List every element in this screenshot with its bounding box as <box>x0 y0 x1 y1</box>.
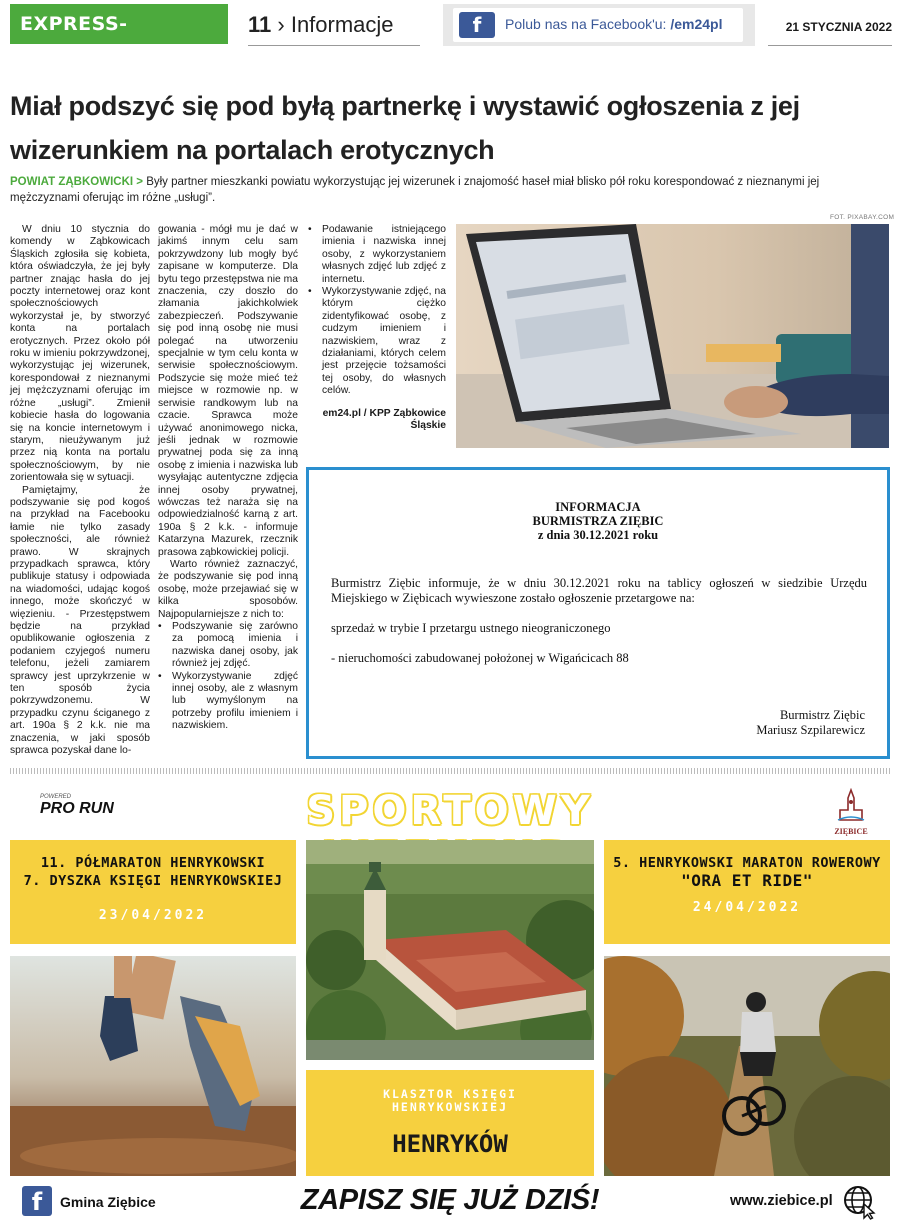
list-item: • Wykorzystywanie zdjęć innej osoby, ale z własnym lub wymyślonym na potrzeby profilu imieniem i nazwiskiem. <box>158 671 298 733</box>
laptop-photo <box>456 224 889 448</box>
article-column-2 <box>158 224 298 733</box>
venue-name-line: KLASZTOR KSIĘGI <box>383 1087 517 1101</box>
lead-text: Były partner mieszkanki powiatu wykorzystując jej wizerunek i znajomość haseł miał blisko pół roku korespondować z nieznanymi jej mężczyznami oferując im różne „usługi”. <box>10 176 820 204</box>
venue-name <box>306 1088 594 1114</box>
facebook-promo-text <box>505 16 722 32</box>
notice-paragraph: sprzedaż w trybie I przetargu ustnego nieograniczonego <box>331 621 611 635</box>
photo-credit: FOT. PIXABAY.COM <box>830 214 895 221</box>
town-crest-icon <box>836 788 866 822</box>
abbey-photo <box>306 840 594 1060</box>
event-title <box>604 854 890 890</box>
event-date: 23/04/2022 <box>98 908 208 923</box>
ad-footer <box>0 1180 900 1224</box>
section-divider <box>10 768 890 774</box>
notice-signature-title: Burmistrz Ziębic <box>779 708 865 722</box>
page-header <box>0 0 900 75</box>
notice-title-line: INFORMACJA <box>555 500 641 514</box>
facebook-promo[interactable] <box>443 4 755 46</box>
pro-run-text: PRO RUN <box>40 800 114 817</box>
article-column-1 <box>10 224 150 757</box>
lead-tag: POWIAT ZĄBKOWICKI > <box>10 176 143 188</box>
venue-name-line: HENRYKOWSKIEJ <box>391 1100 508 1114</box>
event-title-line: 5. HENRYKOWSKI MARATON ROWEROWY <box>613 855 881 871</box>
notice-title-line: BURMISTRZA ZIĘBIC <box>532 514 664 528</box>
facebook-icon: f <box>459 12 495 38</box>
event-bike-marathon <box>604 840 890 944</box>
facebook-icon[interactable]: f <box>22 1186 52 1216</box>
town-crest-logo <box>826 788 876 836</box>
bullet-list <box>158 621 298 733</box>
facebook-prefix: Polub nas na Facebook'u: <box>505 16 671 32</box>
section-label <box>248 8 420 46</box>
article-signature: em24.pl / KPP Ząbkowice Śląskie <box>322 407 446 432</box>
event-title <box>10 854 296 890</box>
facebook-handle[interactable]: /em24pl <box>670 16 723 32</box>
globe-cursor-icon <box>842 1184 878 1220</box>
brand-logo[interactable]: EXPRESS-MIEJSKI.PL <box>10 4 228 44</box>
event-date: 24/04/2022 <box>692 900 802 915</box>
page-number: 11 <box>248 12 272 37</box>
paragraph: Warto również zaznaczyć, że podszywanie się pod inną osobę, może przejawiać się w kilka sposobów. Najpopularniejsze z nich to: <box>158 558 298 620</box>
notice-title <box>309 500 887 542</box>
municipal-notice <box>306 467 890 759</box>
bullet-list <box>308 224 446 398</box>
list-item: • Podszywanie się zarówno za pomocą imienia i nazwiska danej osoby, jak również jej zdjęć. <box>158 621 298 671</box>
article-headline: Miał podszyć się pod byłą partnerkę i wystawić ogłoszenia z jej wizerunkiem na portalach erotycznych <box>10 91 800 165</box>
event-title-line: 11. PÓŁMARATON HENRYKOWSKI <box>40 855 266 871</box>
notice-body <box>331 576 867 681</box>
facebook-page-name[interactable]: Gmina Ziębice <box>60 1194 156 1210</box>
event-title-line: 7. DYSZKA KSIĘGI HENRYKOWSKIEJ <box>23 873 283 889</box>
running-shoe-photo <box>10 956 296 1176</box>
article-lead <box>10 174 890 206</box>
notice-date: z dnia 30.12.2021 roku <box>537 528 659 542</box>
pro-run-logo <box>40 794 114 818</box>
venue-town: HENRYKÓW <box>392 1130 508 1158</box>
website-link[interactable]: www.ziebice.pl <box>730 1193 833 1209</box>
paragraph: Pamiętajmy, że podszywanie się pod kogoś na przykład na Facebooku łamie nie tylko zasady społeczności, ale również prawo. W skrajnych przypadkach sprawca, który publikuje statusy i odpowiada na wiadomości, udając kogoś innego, może skończyć w więzieniu. - Przestępstwem będzie na przykład opublikowanie ogłoszenia z podaniem czyjegoś numeru telefonu, jeżeli zamiarem sprawcy jest uprzykrzenie w ten sposób życia pokrzywdzonemu. W przypadku czynu ściganego z art. 190a § 2 k.k. nie ma znaczenia, w jaki sposób sprawca pozyskał dane lo- <box>10 484 150 757</box>
sports-weekend-ad[interactable] <box>0 780 900 1224</box>
signup-call-to-action[interactable]: ZAPISZ SIĘ JUŻ DZIŚ! <box>300 1184 600 1216</box>
cyclist-photo <box>604 956 890 1176</box>
list-item: • Podawanie istniejącego imienia i nazwiska innej osoby, z wykorzystaniem własnych zdjęć lub zdjęć z internetu. <box>308 224 446 286</box>
notice-signature <box>756 708 865 738</box>
notice-paragraph: - nieruchomości zabudowanej położonej w Wigańcicach 88 <box>331 651 629 665</box>
paragraph: W dniu 10 stycznia do komendy w Ząbkowicach Śląskich zgłosiła się kobieta, która oświadczyła, że jej były partner znając hasła do jej poczty internetowej oraz kont społecznościowych wykorzystał je, by stworzyć konta na portalach erotycznych. Przez około pół roku w imieniu pokrzywdzonej, wykorzystując jej wizerunek, korespondował z nieznanymi jej mężczyznami oferując im różne „usługi”. Zmienił kobiecie hasła do logowania się na koncie internetowym i starym, nieużywanym już przez nią konta na portalu społecznościowym, by nie zorientowała się w sytuacji. <box>10 224 150 484</box>
event-halfmarathon <box>10 840 296 944</box>
paragraph: gowania - mógł mu je dać w jakimś innym celu sam pokrzywdzony lub mogły być zapisane w komputerze. Dla bytu tego przestępstwa nie ma znaczenia, czy doszło do złamania jakichkolwiek zabezpieczeń. Podszywanie się pod inną osobę nie musi polegać na utworzeniu specjalnie w tym celu konta w serwisie społecznościowym. Podszycie się może mieć też miejsce w rozmowie np. w serwisie randkowym lub na czacie. Sprawca może używać anonimowego nicka, jeśli jednak w rozmowie prywatnej poda się za inną osobę z imienia i nazwiska lub wysyłając autentyczne zdjęcia innej osoby prywatnej, wówczas też naraża się na odpowiedzialność karną z art. 190a § 2 k.k. - informuje Katarzyna Mazurek, rzecznik prasowa ząbkowickiej policji. <box>158 224 298 558</box>
facebook-promo-inner <box>453 8 743 42</box>
venue-box <box>306 1070 594 1176</box>
issue-date: 21 STYCZNIA 2022 <box>768 8 892 46</box>
notice-signature-name: Mariusz Szpilarewicz <box>756 723 865 737</box>
section-name: › Informacje <box>277 12 394 37</box>
event-title-line: "ORA ET RIDE" <box>681 871 813 890</box>
pro-run-small-text: POWERED <box>40 794 72 800</box>
town-logo-name: ZIĘBICE <box>834 827 868 836</box>
list-item: • Wykorzystywanie zdjęć, na którym ciężko zidentyfikować osobę, z cudzym imieniem i nazwiskiem, wraz z działaniami, których celem jest przejęcie tożsamości tej osoby, do własnych celów. <box>308 286 446 398</box>
sportowy-weekend-banner: SPORTOWY <box>306 788 594 834</box>
article-column-3 <box>308 224 446 433</box>
notice-paragraph: Burmistrz Ziębic informuje, że w dniu 30.12.2021 roku na tablicy ogłoszeń w siedzibie Urzędu Miejskiego w Ziębicach wywieszone zostało ogłoszenie przetargowe na: <box>331 576 867 605</box>
